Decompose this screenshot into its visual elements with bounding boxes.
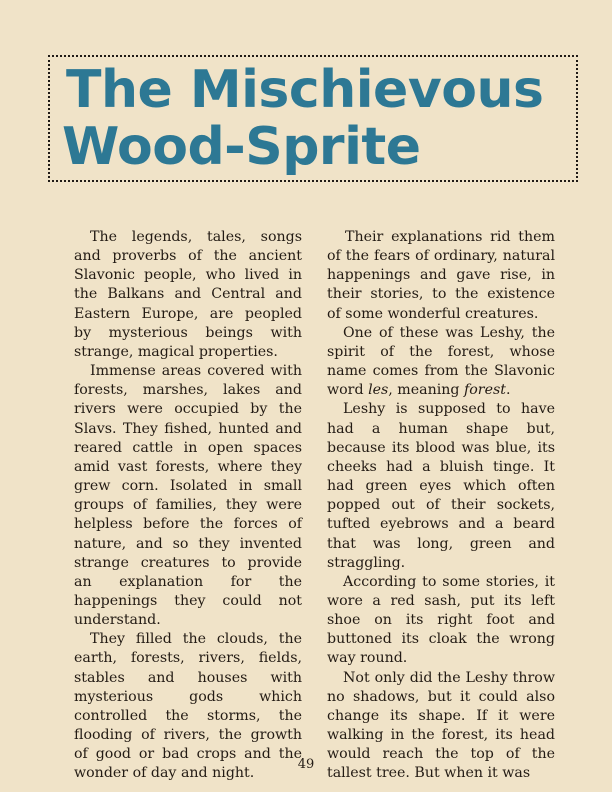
slavonic-word: les [368,382,389,399]
paragraph: They filled the clouds, the earth, forests, rivers, fields, stables and houses with mysterious gods which controlled the storms, the flooding of rivers, the growth of good or bad crops and the wonder of day and night. [74,631,302,782]
paragraph: According to some stories, it wore a red sash, put its left shoe on its right foot and buttoned its cloak the wrong way round. [327,573,555,667]
paragraph-text: , meaning [388,382,465,399]
word-meaning: forest [464,382,506,399]
page-number: 49 [297,757,315,772]
title-line-1: The Mischievous [66,60,544,120]
title-box [48,55,578,182]
paragraph: Their explanations rid them of the fears of ordinary, natural happenings and gave rise, in their stories, to the existence of some wonderful creatures. [327,229,555,322]
right-column [327,228,555,784]
paragraph [327,324,555,401]
paragraph: Immense areas covered with forests, marshes, lakes and rivers were occupied by the Slavs. They fished, hunted and reared cattle in open spaces amid vast forests, where they grew corn. Isolated in small groups of families, they were helpless before the forces of nature, and so they invented strange creatures to provide an explanation for the happenings they could not understand. [74,363,302,629]
title-line-2: Wood-Sprite [62,117,421,177]
paragraph-text: One of these was Leshy, the spirit of the forest, whose name comes from the Slavonic word [327,324,555,399]
paragraph-text: . [505,382,511,399]
paragraph: The legends, tales, songs and proverbs of the ancient Slavonic people, who lived in the Balkans and Central and Eastern Europe, are peopled by mysterious beings with strange, magical properties. [74,229,302,360]
paragraph: Not only did the Leshy throw no shadows, but it could also change its shape. If it were walking in the forest, its head would reach the top of the tallest tree. But when it was [327,669,555,782]
left-column [74,228,302,784]
paragraph: Leshy is supposed to have had a human shape but, because its blood was blue, its cheeks had a bluish tinge. It had green eyes which often popped out of their sockets, tufted eyebrows and a beard that was long, green and straggling. [327,401,555,571]
